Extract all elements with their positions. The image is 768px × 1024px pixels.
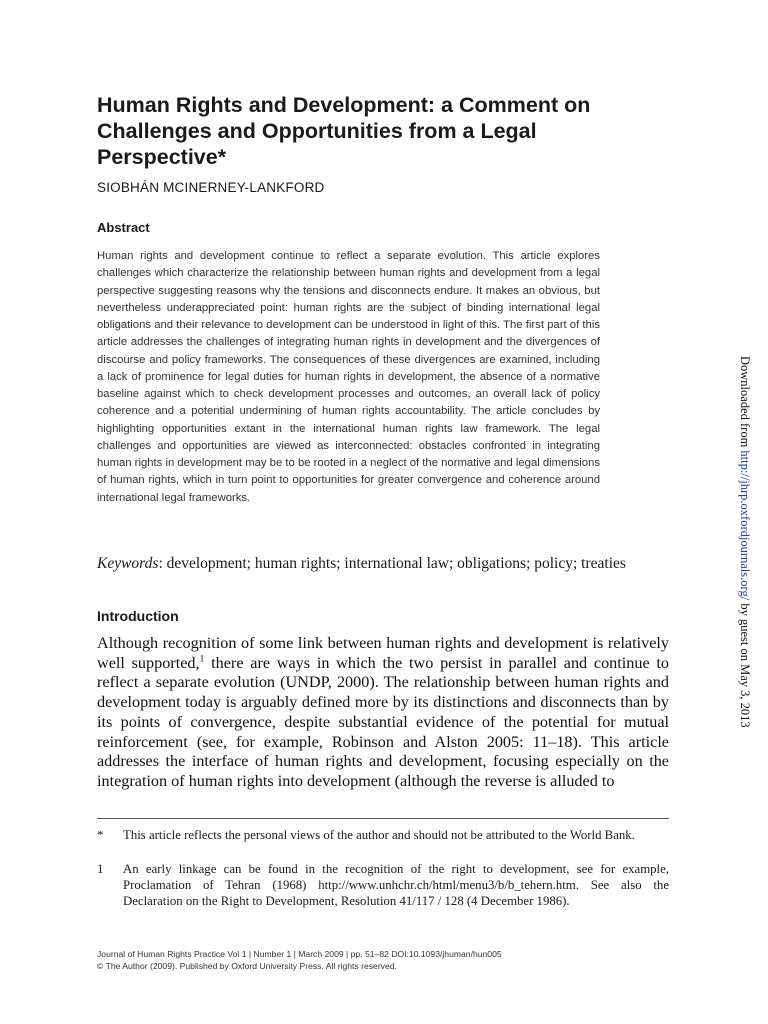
keywords-text: : development; human rights; international law; obligations; policy; treaties: [158, 555, 626, 572]
journal-citation: Journal of Human Rights Practice Vol 1 | Number 1 | March 2009 | pp. 51–82 DOI:10.1093/jhuman/hun005: [97, 949, 502, 959]
journal-info: [97, 948, 597, 972]
footnote-marker: 1: [97, 862, 104, 876]
keywords-label: Keywords: [97, 555, 159, 572]
copyright-notice: © The Author (2009). Published by Oxford University Press. All rights reserved.: [97, 961, 397, 971]
footnote-marker: *: [97, 828, 104, 842]
introduction-heading: Introduction: [97, 608, 179, 624]
intro-text-part2: there are ways in which the two persist in parallel and continue to reflect a separate evolution (UNDP, 2000). The relationship between human rights and development today is arguably defined more by its distinctions and disconnects than by its points of convergence, despite substantial evidence of the potential for mutual reinforcement (see, for example, Robinson and Alston 2005: 11–18). This article addresses the interface of human rights and development, focusing especially on the integration of human rights into development (although the reverse is alluded to: [97, 653, 669, 790]
introduction-body: [97, 634, 669, 792]
abstract-heading: Abstract: [97, 220, 150, 235]
footnote: [97, 827, 669, 843]
footnote-divider: [97, 818, 669, 819]
download-watermark: [737, 356, 752, 728]
footnote: [97, 861, 669, 910]
keywords: [97, 554, 627, 574]
download-prefix: Downloaded from: [738, 356, 752, 451]
intro-text-part1: Although recognition of some link between human rights and development is relatively well supported,: [97, 634, 669, 672]
footnote-text: An early linkage can be found in the recognition of the right to development, see for example, Proclamation of Tehran (1968) http://www.unhchr.ch/html/menu3/b/b_tehern.htm. See also the Declaration on the Right to Development, Resolution 41/117 / 128 (4 December 1986).: [123, 862, 669, 909]
footnote-ref[interactable]: 1: [199, 653, 205, 665]
journal-link[interactable]: http://jhrp.oxfordjournals.org/: [738, 450, 752, 601]
download-suffix: by guest on May 3, 2013: [738, 600, 752, 728]
author-name: SIOBHÁN MCINERNEY-LANKFORD: [97, 180, 325, 195]
footnote-text: This article reflects the personal views of the author and should not be attributed to the World Bank.: [123, 828, 635, 842]
abstract-body: Human rights and development continue to reflect a separate evolution. This article explores challenges which characterize the relationship between human rights and development from a legal perspective suggesting reasons why the tensions and disconnects endure. It makes an obvious, but nevertheless underappreciated point: human rights are the subject of binding international legal obligations and their relevance to development can be understood in light of this. The first part of this article addresses the challenges of integrating human rights in development and the divergences of discourse and policy frameworks. The consequences of these divergences are examined, including a lack of prominence for legal duties for human rights in development, the absence of a normative baseline against which to check development processes and outcomes, an overall lack of policy coherence and a potential undermining of human rights accountability. The article concludes by highlighting opportunities extant in the international human rights law framework. The legal challenges and opportunities are viewed as interconnected: obstacles confronted in integrating human rights in development may be to be rooted in a neglect of the normative and legal dimensions of human rights, which in turn point to opportunities for greater convergence and coherence around international legal frameworks.: [97, 250, 601, 504]
article-title: Human Rights and Development: a Comment on Challenges and Opportunities from a Legal Perspective*: [97, 93, 591, 169]
